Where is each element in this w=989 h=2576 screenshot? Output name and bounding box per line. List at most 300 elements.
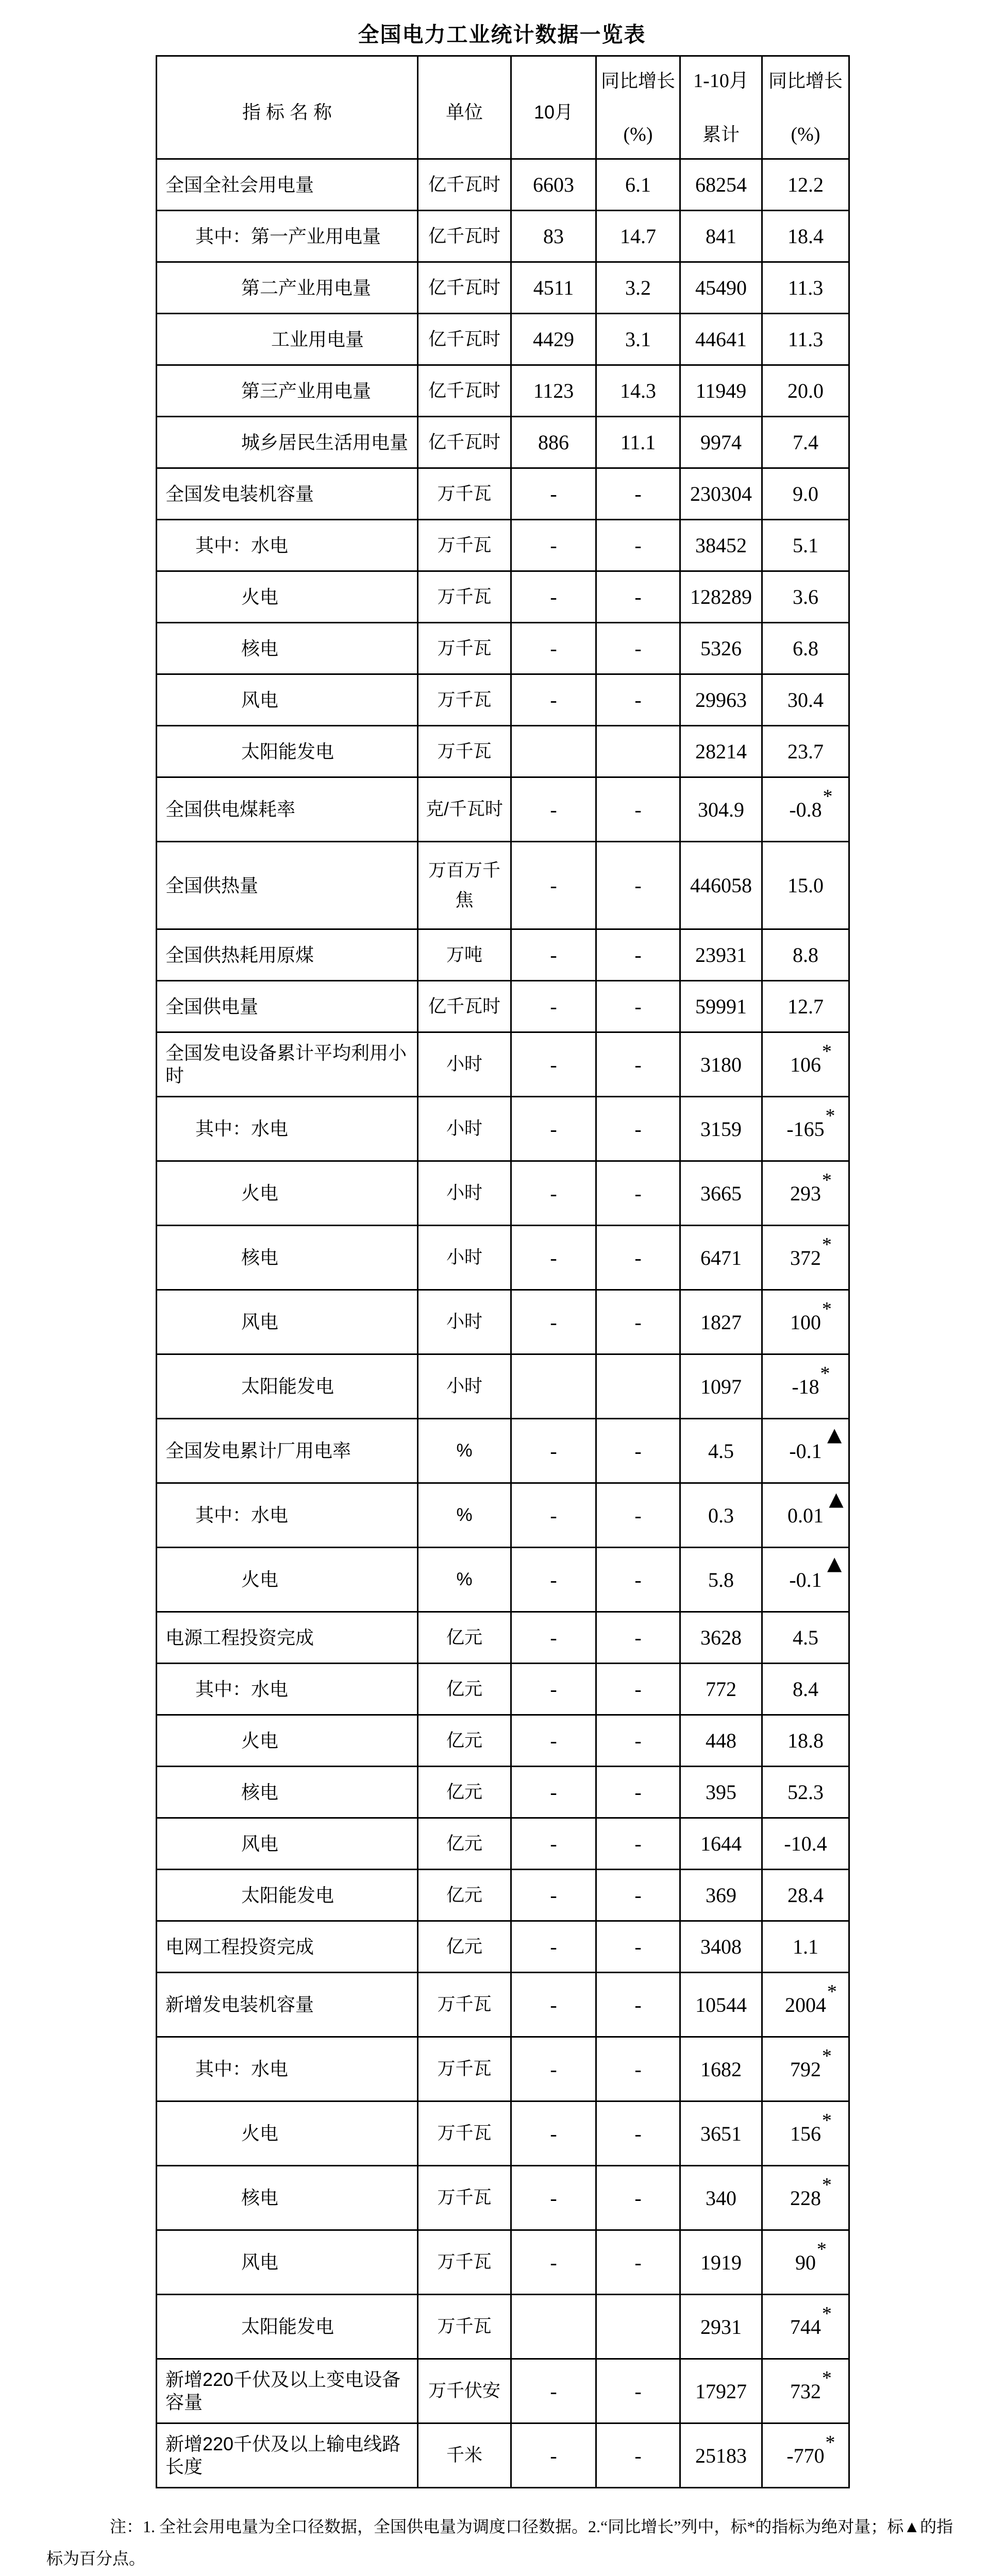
asterisk-mark-icon: * bbox=[822, 2174, 832, 2196]
cumulative-growth-cell bbox=[762, 1870, 849, 1921]
growth-value bbox=[788, 327, 824, 351]
cumulative-growth-cell bbox=[762, 1818, 849, 1870]
october-value-cell bbox=[511, 2295, 596, 2359]
table-header bbox=[157, 56, 849, 159]
indicator-cell: 太阳能发电 bbox=[157, 2295, 418, 2359]
indicator-cell: 全国发电设备累计平均利用小时 bbox=[157, 1032, 418, 1097]
table-row bbox=[157, 929, 849, 981]
header-indicator bbox=[157, 56, 418, 159]
unit-cell: 亿元 bbox=[418, 1715, 511, 1767]
indicator-cell: 全国发电装机容量 bbox=[157, 468, 418, 520]
table-row bbox=[157, 2424, 849, 2488]
unit-cell: 亿千瓦时 bbox=[418, 417, 511, 468]
october-value-cell: - bbox=[511, 520, 596, 571]
footnote-line-1: 注：1. 全社会用电量为全口径数据，全国供电量为调度口径数据。2.“同比增长”列中，标*的指标为绝对量；标▲的指 bbox=[110, 2517, 953, 2536]
cumulative-value-cell: 29963 bbox=[680, 674, 762, 726]
october-growth-cell: - bbox=[596, 1032, 680, 1097]
asterisk-mark-icon: * bbox=[822, 2109, 832, 2131]
october-value-cell: 4511 bbox=[511, 262, 596, 314]
table-row bbox=[157, 1097, 849, 1161]
asterisk-mark-icon: * bbox=[825, 2431, 835, 2453]
growth-number: 18.8 bbox=[787, 1729, 824, 1752]
header-unit-label: 单位 bbox=[445, 101, 483, 123]
indicator-cell: 其中：水电 bbox=[157, 2037, 418, 2102]
cumulative-growth-cell bbox=[762, 2166, 849, 2230]
growth-number: 228 bbox=[790, 2186, 821, 2210]
table-row bbox=[157, 1226, 849, 1290]
october-growth-cell: - bbox=[596, 571, 680, 623]
growth-number: -0.8 bbox=[789, 798, 822, 821]
indicator-cell: 新增220千伏及以上变电设备容量 bbox=[157, 2359, 418, 2424]
growth-value bbox=[793, 533, 818, 557]
cumulative-value-cell: 6471 bbox=[680, 1226, 762, 1290]
cumulative-growth-cell bbox=[762, 1664, 849, 1715]
growth-value bbox=[788, 276, 824, 300]
cumulative-value-cell: 1097 bbox=[680, 1354, 762, 1419]
cumulative-value-cell: 4.5 bbox=[680, 1419, 762, 1483]
header-cumulative-line2: 累计 bbox=[702, 123, 740, 145]
october-value-cell: - bbox=[511, 1664, 596, 1715]
cumulative-growth-cell bbox=[762, 726, 849, 777]
table-row bbox=[157, 2230, 849, 2295]
cumulative-value-cell: 3159 bbox=[680, 1097, 762, 1161]
table-row bbox=[157, 1921, 849, 1973]
cumulative-value-cell: 11949 bbox=[680, 365, 762, 417]
cumulative-value-cell: 128289 bbox=[680, 571, 762, 623]
october-value-cell: - bbox=[511, 674, 596, 726]
cumulative-growth-cell bbox=[762, 777, 849, 842]
growth-value bbox=[793, 943, 818, 967]
table-row bbox=[157, 571, 849, 623]
table-row bbox=[157, 262, 849, 314]
indicator-cell: 电源工程投资完成 bbox=[157, 1612, 418, 1664]
growth-number: 8.4 bbox=[793, 1677, 818, 1701]
growth-number: 106 bbox=[790, 1053, 821, 1076]
table-row bbox=[157, 2102, 849, 2166]
october-value-cell: - bbox=[511, 2359, 596, 2424]
indicator-cell: 其中：水电 bbox=[157, 1097, 418, 1161]
cumulative-growth-cell bbox=[762, 159, 849, 211]
growth-value bbox=[793, 482, 818, 506]
october-growth-cell: - bbox=[596, 1973, 680, 2037]
growth-value bbox=[787, 224, 824, 248]
october-value-cell bbox=[511, 1354, 596, 1419]
table-row bbox=[157, 1032, 849, 1097]
indicator-cell: 风电 bbox=[157, 1290, 418, 1354]
cumulative-value-cell: 1644 bbox=[680, 1818, 762, 1870]
october-value-cell: - bbox=[511, 1226, 596, 1290]
october-growth-cell: - bbox=[596, 1612, 680, 1664]
cumulative-growth-cell bbox=[762, 468, 849, 520]
growth-value bbox=[785, 1980, 837, 2017]
growth-value bbox=[789, 1552, 842, 1592]
cumulative-growth-cell bbox=[762, 1161, 849, 1226]
indicator-cell: 风电 bbox=[157, 2230, 418, 2295]
header-indicator-label: 指 标 名 称 bbox=[242, 101, 332, 123]
unit-cell: 小时 bbox=[418, 1354, 511, 1419]
growth-number: 7.4 bbox=[793, 431, 818, 454]
october-value-cell: - bbox=[511, 571, 596, 623]
cumulative-growth-cell bbox=[762, 1973, 849, 2037]
unit-cell: 小时 bbox=[418, 1032, 511, 1097]
asterisk-mark-icon: * bbox=[823, 785, 833, 807]
growth-number: 52.3 bbox=[787, 1781, 824, 1804]
cumulative-growth-cell bbox=[762, 1767, 849, 1818]
growth-value bbox=[787, 379, 824, 403]
table-row bbox=[157, 1419, 849, 1483]
growth-number: 12.7 bbox=[787, 995, 824, 1018]
october-growth-cell bbox=[596, 726, 680, 777]
growth-value bbox=[793, 585, 818, 609]
cumulative-growth-cell bbox=[762, 417, 849, 468]
growth-number: -10.4 bbox=[784, 1832, 827, 1855]
cumulative-growth-cell bbox=[762, 520, 849, 571]
october-value-cell: - bbox=[511, 1612, 596, 1664]
october-value-cell: - bbox=[511, 1032, 596, 1097]
growth-value bbox=[786, 2431, 835, 2468]
table-row bbox=[157, 468, 849, 520]
october-growth-cell: - bbox=[596, 1290, 680, 1354]
table-row bbox=[157, 314, 849, 365]
growth-number: 156 bbox=[790, 2122, 821, 2145]
unit-cell: 亿元 bbox=[418, 1664, 511, 1715]
triangle-mark-icon: ▲ bbox=[827, 1552, 842, 1575]
cumulative-value-cell: 2931 bbox=[680, 2295, 762, 2359]
growth-number: 372 bbox=[790, 1246, 821, 1269]
table-row bbox=[157, 842, 849, 929]
unit-cell: 克/千瓦时 bbox=[418, 777, 511, 842]
cumulative-growth-cell bbox=[762, 842, 849, 929]
header-month-growth bbox=[596, 56, 680, 159]
cumulative-value-cell: 230304 bbox=[680, 468, 762, 520]
cumulative-growth-cell bbox=[762, 1226, 849, 1290]
october-growth-cell: 3.2 bbox=[596, 262, 680, 314]
table-row bbox=[157, 2037, 849, 2102]
indicator-cell: 全国供电量 bbox=[157, 981, 418, 1032]
october-growth-cell: - bbox=[596, 777, 680, 842]
table-row bbox=[157, 417, 849, 468]
growth-number: 90 bbox=[795, 2250, 816, 2274]
growth-value bbox=[784, 1832, 827, 1856]
table-row bbox=[157, 777, 849, 842]
cumulative-value-cell: 3665 bbox=[680, 1161, 762, 1226]
cumulative-value-cell: 9974 bbox=[680, 417, 762, 468]
growth-number: 1.1 bbox=[793, 1935, 818, 1958]
unit-cell: 千米 bbox=[418, 2424, 511, 2488]
cumulative-growth-cell bbox=[762, 623, 849, 674]
cumulative-growth-cell bbox=[762, 2295, 849, 2359]
asterisk-mark-icon: * bbox=[822, 2045, 832, 2067]
page-title: 全国电力工业统计数据一览表 bbox=[358, 23, 646, 46]
header-month-growth-line2: (%) bbox=[623, 123, 653, 145]
growth-value bbox=[787, 994, 824, 1019]
cumulative-growth-cell bbox=[762, 1483, 849, 1548]
cumulative-growth-cell bbox=[762, 1290, 849, 1354]
growth-value bbox=[787, 1780, 824, 1804]
cumulative-value-cell: 5326 bbox=[680, 623, 762, 674]
october-growth-cell: - bbox=[596, 1715, 680, 1767]
table-row bbox=[157, 1870, 849, 1921]
unit-cell: 亿千瓦时 bbox=[418, 314, 511, 365]
cumulative-growth-cell bbox=[762, 262, 849, 314]
cumulative-growth-cell bbox=[762, 571, 849, 623]
october-growth-cell bbox=[596, 1354, 680, 1419]
indicator-cell: 火电 bbox=[157, 2102, 418, 2166]
unit-cell: 万千瓦 bbox=[418, 468, 511, 520]
table-row bbox=[157, 159, 849, 211]
cumulative-growth-cell bbox=[762, 314, 849, 365]
table-row bbox=[157, 726, 849, 777]
indicator-cell: 风电 bbox=[157, 1818, 418, 1870]
october-value-cell: - bbox=[511, 1973, 596, 2037]
growth-number: 100 bbox=[790, 1310, 821, 1334]
growth-value bbox=[787, 873, 824, 897]
unit-cell: 小时 bbox=[418, 1161, 511, 1226]
header-row bbox=[157, 56, 849, 159]
cumulative-growth-cell bbox=[762, 929, 849, 981]
growth-number: 9.0 bbox=[793, 482, 818, 505]
cumulative-value-cell: 841 bbox=[680, 211, 762, 262]
october-growth-cell: 14.3 bbox=[596, 365, 680, 417]
indicator-cell: 工业用电量 bbox=[157, 314, 418, 365]
growth-value bbox=[790, 2109, 832, 2146]
unit-cell: 万千瓦 bbox=[418, 571, 511, 623]
unit-cell: 亿千瓦时 bbox=[418, 262, 511, 314]
cumulative-value-cell: 5.8 bbox=[680, 1548, 762, 1612]
unit-cell: % bbox=[418, 1419, 511, 1483]
indicator-cell: 核电 bbox=[157, 623, 418, 674]
indicator-cell: 其中：水电 bbox=[157, 1483, 418, 1548]
october-value-cell: - bbox=[511, 2230, 596, 2295]
indicator-cell: 全国发电累计厂用电率 bbox=[157, 1419, 418, 1483]
indicator-cell: 风电 bbox=[157, 674, 418, 726]
cumulative-growth-cell bbox=[762, 2102, 849, 2166]
table-row bbox=[157, 1548, 849, 1612]
table-row bbox=[157, 1715, 849, 1767]
october-growth-cell: - bbox=[596, 842, 680, 929]
table-row bbox=[157, 1290, 849, 1354]
october-value-cell: - bbox=[511, 1818, 596, 1870]
october-growth-cell: 6.1 bbox=[596, 159, 680, 211]
indicator-cell: 全国供热量 bbox=[157, 842, 418, 929]
cumulative-value-cell: 448 bbox=[680, 1715, 762, 1767]
unit-cell: 万千瓦 bbox=[418, 2295, 511, 2359]
indicator-cell: 全国全社会用电量 bbox=[157, 159, 418, 211]
triangle-mark-icon: ▲ bbox=[827, 1423, 842, 1446]
cumulative-value-cell: 44641 bbox=[680, 314, 762, 365]
growth-number: 6.8 bbox=[793, 637, 818, 660]
cumulative-value-cell: 10544 bbox=[680, 1973, 762, 2037]
header-cumulative bbox=[680, 56, 762, 159]
unit-cell: 亿元 bbox=[418, 1767, 511, 1818]
growth-value bbox=[790, 2045, 832, 2081]
cumulative-growth-cell bbox=[762, 1032, 849, 1097]
growth-value bbox=[787, 688, 824, 712]
cumulative-growth-cell bbox=[762, 981, 849, 1032]
header-month bbox=[511, 56, 596, 159]
indicator-cell: 其中：水电 bbox=[157, 520, 418, 571]
unit-cell: 万千瓦 bbox=[418, 2037, 511, 2102]
cumulative-value-cell: 23931 bbox=[680, 929, 762, 981]
table-row bbox=[157, 211, 849, 262]
unit-cell: 亿元 bbox=[418, 1921, 511, 1973]
october-growth-cell: - bbox=[596, 1161, 680, 1226]
october-value-cell: 6603 bbox=[511, 159, 596, 211]
growth-number: 30.4 bbox=[787, 688, 824, 711]
growth-number: 8.8 bbox=[793, 943, 818, 967]
cumulative-value-cell: 3651 bbox=[680, 2102, 762, 2166]
unit-cell: 万百万千焦 bbox=[418, 842, 511, 929]
growth-number: 23.7 bbox=[787, 740, 824, 763]
header-month-growth-line1: 同比增长 bbox=[600, 70, 675, 91]
growth-value bbox=[793, 636, 818, 660]
growth-number: 20.0 bbox=[787, 379, 824, 402]
october-value-cell: 4429 bbox=[511, 314, 596, 365]
growth-number: 18.4 bbox=[787, 225, 824, 248]
october-growth-cell: - bbox=[596, 1097, 680, 1161]
october-growth-cell: 3.1 bbox=[596, 314, 680, 365]
asterisk-mark-icon: * bbox=[822, 1169, 832, 1191]
triangle-mark-icon: ▲ bbox=[829, 1488, 844, 1511]
growth-value bbox=[793, 1935, 818, 1959]
indicator-cell: 太阳能发电 bbox=[157, 1870, 418, 1921]
growth-value bbox=[787, 1883, 824, 1907]
october-growth-cell: - bbox=[596, 468, 680, 520]
october-growth-cell: 11.1 bbox=[596, 417, 680, 468]
table-row bbox=[157, 520, 849, 571]
header-month-label: 10月 bbox=[533, 101, 574, 123]
cumulative-value-cell: 0.3 bbox=[680, 1483, 762, 1548]
unit-cell: 亿千瓦时 bbox=[418, 365, 511, 417]
unit-cell: 万千瓦 bbox=[418, 2166, 511, 2230]
statistics-table bbox=[156, 55, 850, 2488]
table-row bbox=[157, 1818, 849, 1870]
cumulative-value-cell: 304.9 bbox=[680, 777, 762, 842]
october-growth-cell: - bbox=[596, 2424, 680, 2488]
unit-cell: 万千瓦 bbox=[418, 1973, 511, 2037]
october-value-cell: - bbox=[511, 1715, 596, 1767]
october-growth-cell: - bbox=[596, 2359, 680, 2424]
growth-value bbox=[790, 2367, 832, 2403]
growth-value bbox=[790, 2302, 832, 2339]
indicator-cell: 第三产业用电量 bbox=[157, 365, 418, 417]
indicator-cell: 第二产业用电量 bbox=[157, 262, 418, 314]
indicator-cell: 其中：第一产业用电量 bbox=[157, 211, 418, 262]
growth-value bbox=[787, 1488, 844, 1528]
growth-number: -770 bbox=[786, 2444, 825, 2467]
asterisk-mark-icon: * bbox=[825, 1105, 835, 1127]
table-row bbox=[157, 2295, 849, 2359]
october-value-cell: - bbox=[511, 1161, 596, 1226]
asterisk-mark-icon: * bbox=[822, 1233, 832, 1256]
growth-number: 11.3 bbox=[787, 328, 824, 351]
october-growth-cell: - bbox=[596, 674, 680, 726]
cumulative-growth-cell bbox=[762, 674, 849, 726]
october-value-cell: - bbox=[511, 1548, 596, 1612]
header-cumulative-line1: 1-10月 bbox=[693, 70, 749, 92]
asterisk-mark-icon: * bbox=[820, 1362, 830, 1384]
unit-cell: 小时 bbox=[418, 1226, 511, 1290]
october-value-cell: - bbox=[511, 623, 596, 674]
growth-value bbox=[790, 1040, 832, 1077]
october-growth-cell: 14.7 bbox=[596, 211, 680, 262]
cumulative-value-cell: 1682 bbox=[680, 2037, 762, 2102]
growth-value bbox=[795, 2238, 827, 2275]
october-growth-cell: - bbox=[596, 1870, 680, 1921]
october-value-cell: - bbox=[511, 929, 596, 981]
cumulative-value-cell: 38452 bbox=[680, 520, 762, 571]
unit-cell: 万千瓦 bbox=[418, 623, 511, 674]
october-value-cell: - bbox=[511, 2424, 596, 2488]
indicator-cell: 核电 bbox=[157, 2166, 418, 2230]
cumulative-value-cell: 772 bbox=[680, 1664, 762, 1715]
unit-cell: 亿元 bbox=[418, 1612, 511, 1664]
october-growth-cell: - bbox=[596, 1483, 680, 1548]
cumulative-growth-cell bbox=[762, 2359, 849, 2424]
table-row bbox=[157, 674, 849, 726]
unit-cell: 亿元 bbox=[418, 1870, 511, 1921]
october-value-cell: - bbox=[511, 2037, 596, 2102]
cumulative-value-cell: 3180 bbox=[680, 1032, 762, 1097]
table-row bbox=[157, 1612, 849, 1664]
header-unit bbox=[418, 56, 511, 159]
table-row bbox=[157, 2359, 849, 2424]
growth-number: 11.3 bbox=[787, 276, 824, 299]
asterisk-mark-icon: * bbox=[816, 2238, 827, 2260]
cumulative-growth-cell bbox=[762, 1612, 849, 1664]
header-cumulative-growth-line1: 同比增长 bbox=[768, 70, 843, 91]
unit-cell: 万千瓦 bbox=[418, 674, 511, 726]
unit-cell: 小时 bbox=[418, 1097, 511, 1161]
october-growth-cell: - bbox=[596, 2102, 680, 2166]
growth-number: 0.01 bbox=[787, 1503, 824, 1527]
table-row bbox=[157, 1664, 849, 1715]
october-growth-cell: - bbox=[596, 1226, 680, 1290]
growth-value bbox=[787, 173, 824, 197]
october-value-cell: 886 bbox=[511, 417, 596, 468]
growth-number: 3.6 bbox=[793, 585, 818, 608]
october-value-cell: - bbox=[511, 2102, 596, 2166]
asterisk-mark-icon: * bbox=[827, 1980, 837, 2003]
asterisk-mark-icon: * bbox=[822, 2367, 832, 2389]
header-cumulative-growth-line2: (%) bbox=[791, 123, 820, 145]
unit-cell: 万千伏安 bbox=[418, 2359, 511, 2424]
growth-value bbox=[786, 1105, 835, 1141]
cumulative-growth-cell bbox=[762, 2230, 849, 2295]
growth-number: -18 bbox=[792, 1375, 819, 1398]
unit-cell: 亿元 bbox=[418, 1818, 511, 1870]
october-growth-cell: - bbox=[596, 520, 680, 571]
october-growth-cell bbox=[596, 2295, 680, 2359]
unit-cell: 亿千瓦时 bbox=[418, 159, 511, 211]
october-value-cell: 1123 bbox=[511, 365, 596, 417]
cumulative-growth-cell bbox=[762, 1097, 849, 1161]
table-row bbox=[157, 1354, 849, 1419]
growth-value bbox=[787, 739, 824, 764]
unit-cell: % bbox=[418, 1548, 511, 1612]
growth-number: 5.1 bbox=[793, 534, 818, 557]
growth-number: 293 bbox=[790, 1181, 821, 1205]
unit-cell: 亿千瓦时 bbox=[418, 981, 511, 1032]
growth-number: 15.0 bbox=[787, 874, 824, 897]
table-row bbox=[157, 623, 849, 674]
cumulative-value-cell: 3628 bbox=[680, 1612, 762, 1664]
cumulative-value-cell: 1827 bbox=[680, 1290, 762, 1354]
cumulative-value-cell: 68254 bbox=[680, 159, 762, 211]
october-value-cell: 83 bbox=[511, 211, 596, 262]
october-value-cell: - bbox=[511, 1097, 596, 1161]
growth-number: 2004 bbox=[785, 1993, 826, 2016]
